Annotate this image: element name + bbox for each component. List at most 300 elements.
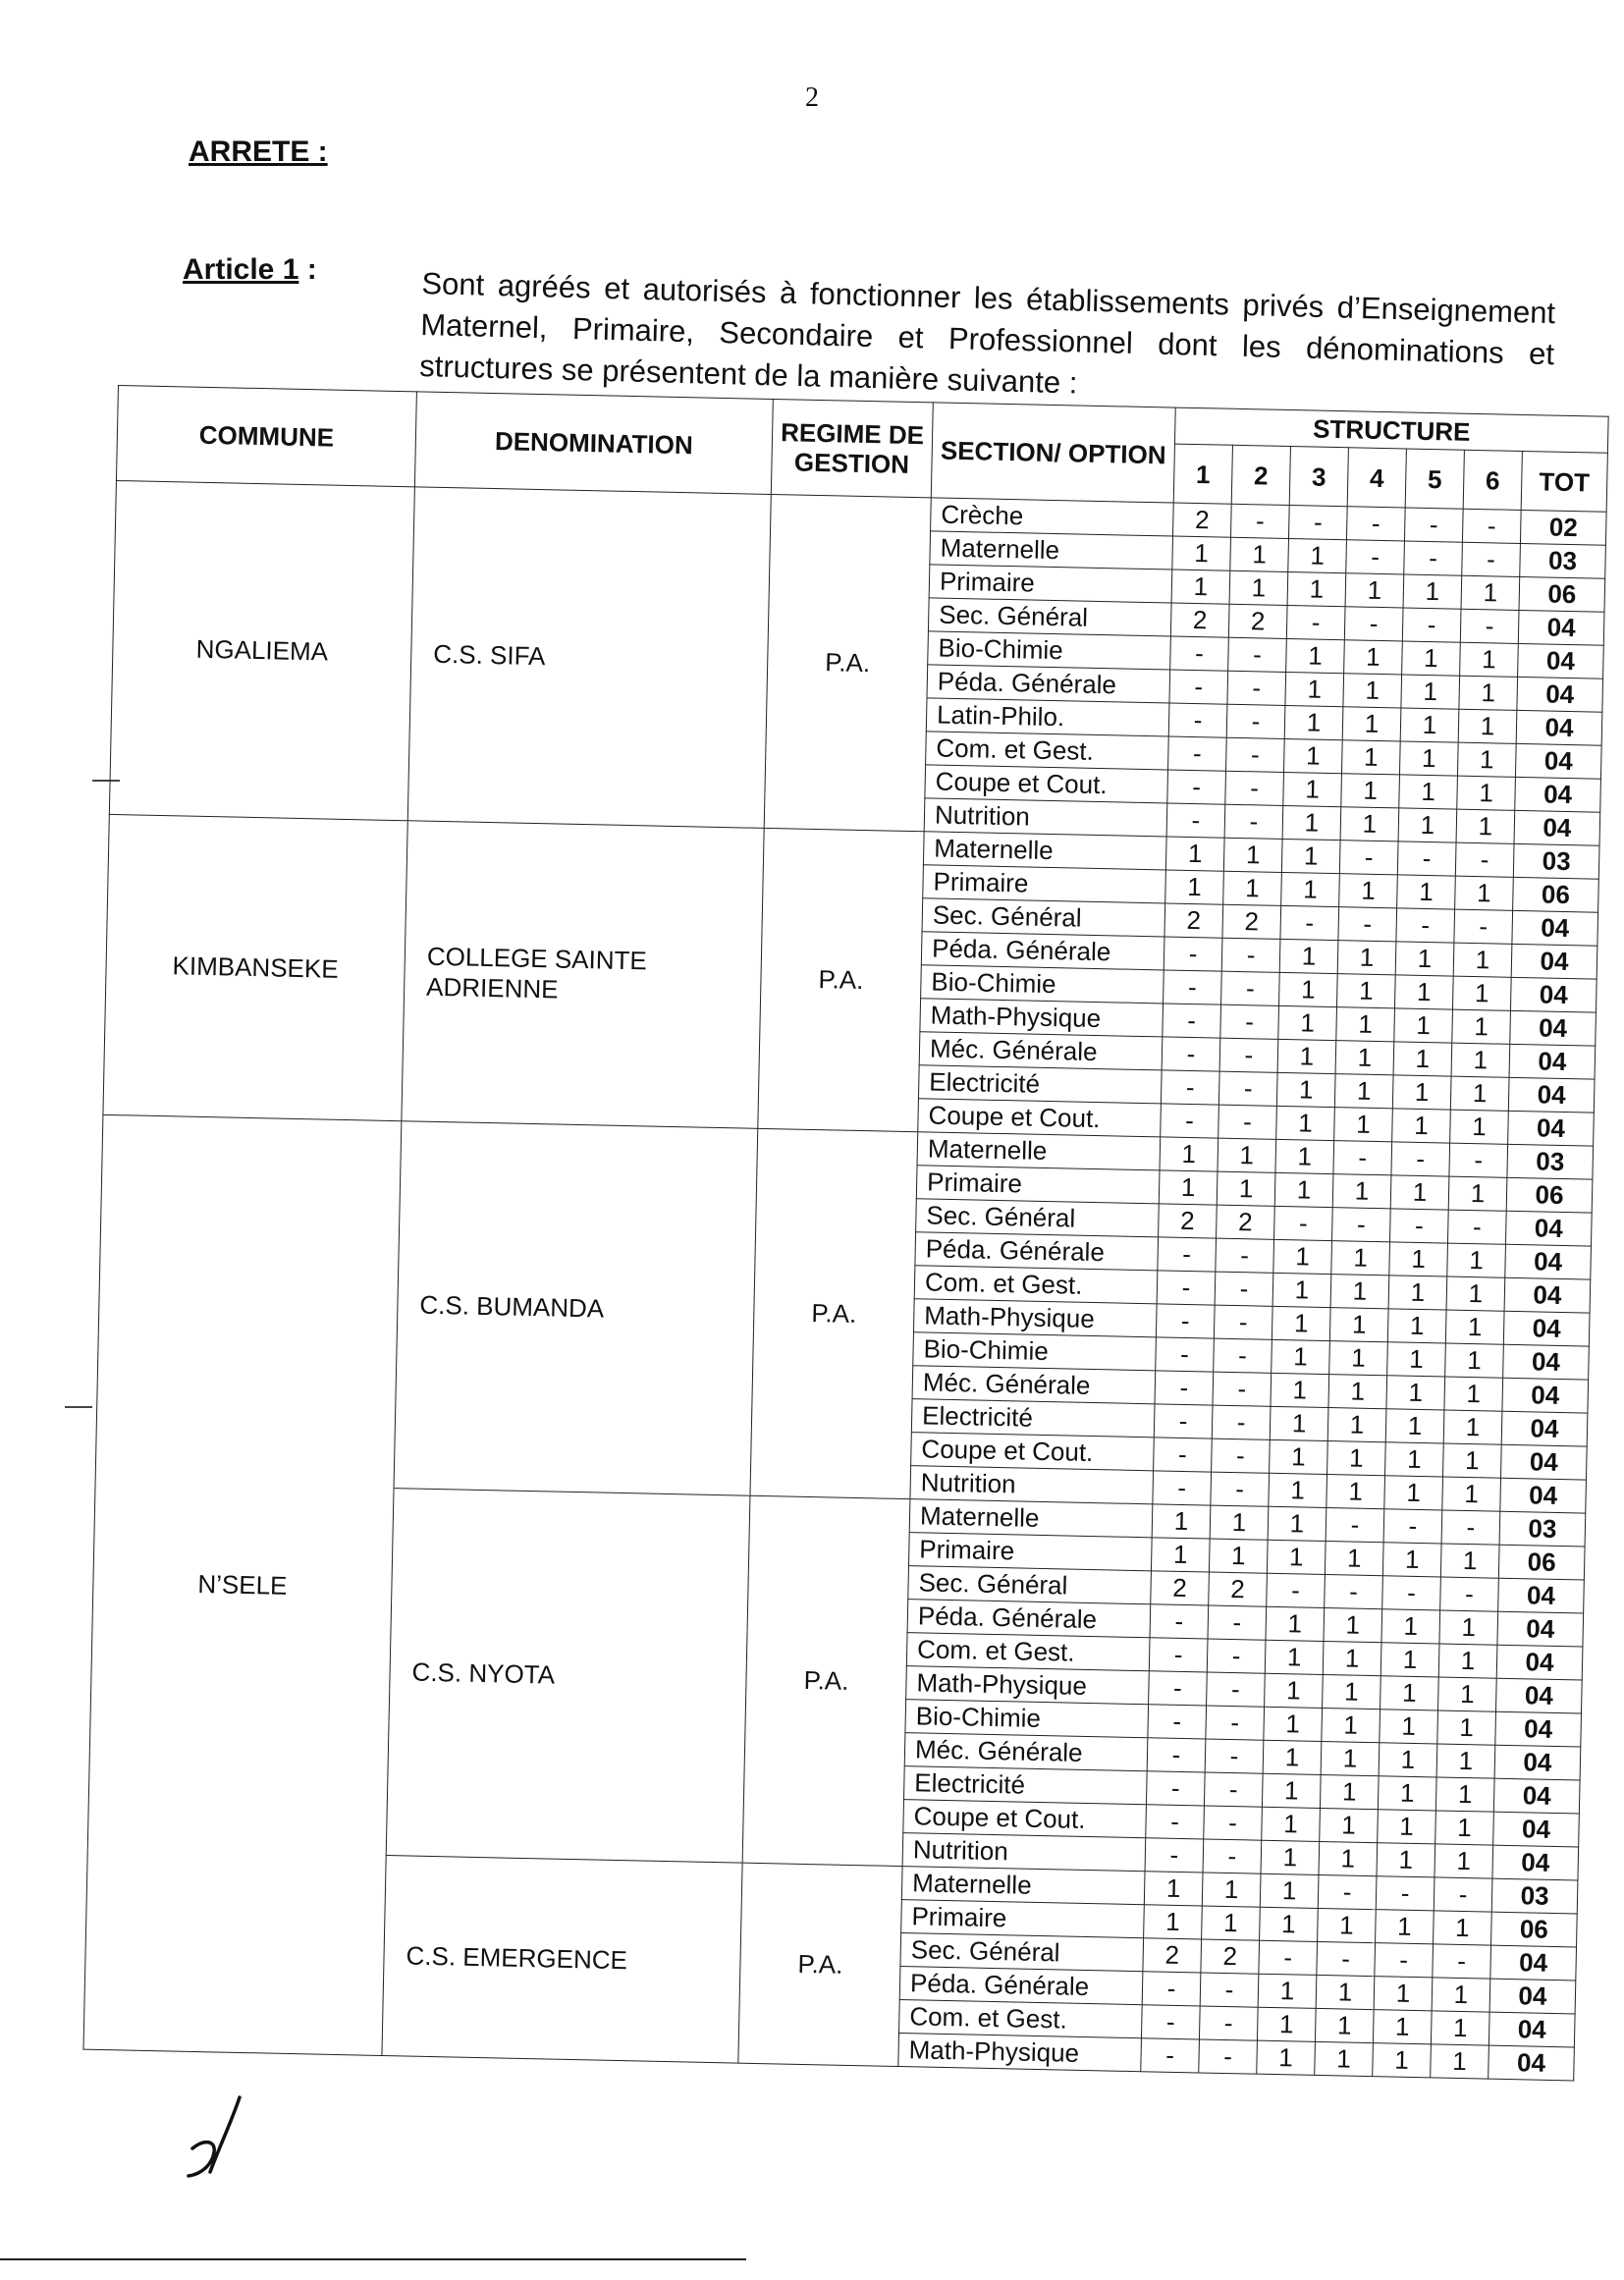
level-cell-3: 1	[1279, 939, 1338, 973]
level-cell-5: -	[1375, 1943, 1434, 1978]
level-cell-6: 1	[1447, 1243, 1506, 1277]
total-cell: 04	[1509, 1044, 1596, 1079]
level-cell-2: -	[1216, 1238, 1274, 1273]
level-cell-2: 2	[1209, 1572, 1268, 1606]
section-cell: Méc. Générale	[904, 1733, 1148, 1771]
header-level-1: 1	[1173, 444, 1232, 504]
level-cell-3: 1	[1283, 738, 1342, 773]
level-cell-2: -	[1199, 2039, 1258, 2074]
level-cell-4: -	[1338, 907, 1397, 942]
level-cell-6: 1	[1448, 1176, 1507, 1211]
section-cell: Electricité	[904, 1766, 1148, 1805]
level-cell-1: -	[1142, 1972, 1201, 2006]
total-cell: 04	[1500, 1478, 1587, 1513]
level-cell-4: 1	[1322, 1708, 1380, 1742]
level-cell-5: -	[1376, 1876, 1435, 1911]
level-cell-1: -	[1146, 1805, 1205, 1839]
section-cell: Sec. Général	[900, 1933, 1144, 1972]
level-cell-3: 1	[1264, 1707, 1323, 1741]
level-cell-6: 1	[1431, 2044, 1489, 2079]
level-cell-5: 1	[1389, 1242, 1448, 1276]
level-cell-3: 1	[1286, 638, 1345, 673]
section-cell: Math-Physique	[913, 1299, 1157, 1337]
level-cell-5: -	[1404, 508, 1463, 542]
level-cell-5: 1	[1392, 1075, 1451, 1110]
section-cell: Math-Physique	[898, 2034, 1142, 2072]
section-cell: Coupe et Cout.	[911, 1433, 1155, 1471]
level-cell-3: -	[1259, 1940, 1318, 1975]
level-cell-1: -	[1166, 803, 1225, 838]
total-cell: 04	[1489, 2045, 1575, 2081]
level-cell-6: 1	[1432, 1978, 1490, 2012]
level-cell-6: -	[1454, 909, 1513, 944]
level-cell-4: -	[1344, 607, 1403, 641]
level-cell-4: 1	[1325, 1542, 1383, 1576]
level-cell-4: 1	[1324, 1608, 1382, 1643]
level-cell-1: -	[1154, 1438, 1213, 1472]
level-cell-2: -	[1218, 1105, 1277, 1139]
section-cell: Maternelle	[917, 1132, 1161, 1170]
level-cell-1: 1	[1160, 1137, 1218, 1171]
level-cell-1: -	[1150, 1604, 1209, 1639]
total-cell: 04	[1498, 1578, 1585, 1613]
level-cell-1: -	[1149, 1671, 1208, 1706]
regime-cell: P.A.	[764, 494, 931, 831]
level-cell-3: 1	[1278, 1005, 1337, 1040]
denomination-cell: COLLEGE SAINTE ADRIENNE	[402, 821, 764, 1129]
level-cell-6: 1	[1453, 943, 1512, 977]
total-cell: 04	[1500, 1444, 1587, 1480]
level-cell-6: -	[1449, 1143, 1508, 1177]
level-cell-2: -	[1213, 1372, 1272, 1406]
level-cell-5: -	[1396, 908, 1455, 943]
level-cell-4: 1	[1335, 1041, 1394, 1075]
level-cell-3: 1	[1281, 872, 1340, 906]
binding-mark-2	[65, 1406, 92, 1408]
total-cell: 04	[1518, 643, 1604, 679]
level-cell-3: 1	[1257, 2040, 1316, 2075]
level-cell-3: 1	[1281, 839, 1340, 873]
total-cell: 04	[1496, 1678, 1583, 1713]
level-cell-5: 1	[1401, 675, 1460, 709]
level-cell-6: 1	[1450, 1110, 1509, 1144]
level-cell-6: 1	[1431, 2011, 1489, 2045]
level-cell-1: -	[1168, 736, 1227, 771]
level-cell-5: 1	[1400, 708, 1459, 742]
level-cell-1: -	[1148, 1705, 1207, 1739]
level-cell-2: -	[1224, 804, 1283, 839]
level-cell-5: 1	[1373, 2043, 1432, 2078]
level-cell-1: 2	[1170, 603, 1229, 637]
level-cell-2: 2	[1201, 1939, 1260, 1974]
section-cell: Bio-Chimie	[913, 1332, 1157, 1371]
total-cell: 04	[1511, 944, 1597, 979]
header-level-2: 2	[1231, 446, 1290, 506]
level-cell-3: 1	[1269, 1473, 1327, 1507]
section-cell: Maternelle	[901, 1867, 1145, 1905]
level-cell-2: -	[1203, 1839, 1262, 1873]
level-cell-6: 1	[1450, 1076, 1509, 1111]
section-cell: Maternelle	[909, 1499, 1153, 1538]
level-cell-3: 1	[1270, 1439, 1328, 1474]
level-cell-5: 1	[1398, 808, 1457, 842]
level-cell-2: -	[1206, 1706, 1265, 1740]
level-cell-6: 1	[1455, 876, 1514, 910]
total-cell: 03	[1520, 543, 1606, 578]
level-cell-6: 1	[1458, 709, 1517, 743]
total-cell: 04	[1514, 810, 1600, 845]
level-cell-4: 1	[1341, 774, 1400, 808]
level-cell-1: -	[1141, 2005, 1200, 2039]
level-cell-5: 1	[1390, 1175, 1449, 1210]
denomination-cell: C.S. EMERGENCE	[382, 1856, 742, 2064]
level-cell-1: -	[1161, 1070, 1219, 1105]
level-cell-2: -	[1208, 1605, 1267, 1640]
total-cell: 04	[1518, 610, 1604, 645]
level-cell-6: 1	[1456, 809, 1515, 843]
total-cell: 04	[1512, 910, 1598, 946]
level-cell-1: 1	[1172, 536, 1231, 570]
level-cell-4: 1	[1327, 1441, 1386, 1476]
level-cell-2: -	[1212, 1405, 1271, 1439]
level-cell-5: 1	[1378, 1810, 1436, 1844]
level-cell-1: -	[1146, 1771, 1205, 1806]
level-cell-3: 1	[1271, 1373, 1329, 1407]
section-cell: Sec. Général	[916, 1199, 1160, 1237]
total-cell: 04	[1493, 1778, 1580, 1814]
denomination-cell: C.S. NYOTA	[386, 1489, 750, 1864]
level-cell-6: -	[1460, 609, 1519, 643]
section-cell: Math-Physique	[906, 1666, 1150, 1705]
level-cell-4: 1	[1340, 807, 1399, 841]
level-cell-5: -	[1390, 1209, 1449, 1243]
level-cell-1: -	[1149, 1638, 1208, 1672]
level-cell-3: 1	[1283, 772, 1342, 806]
regime-cell: P.A.	[750, 1128, 918, 1498]
level-cell-1: -	[1156, 1304, 1215, 1338]
level-cell-2: -	[1211, 1472, 1270, 1506]
level-cell-2: -	[1218, 1071, 1277, 1106]
level-cell-5: -	[1391, 1142, 1450, 1176]
level-cell-2: -	[1200, 1973, 1259, 2007]
total-cell: 06	[1506, 1177, 1593, 1213]
section-cell: Primaire	[929, 565, 1172, 603]
total-cell: 04	[1505, 1244, 1592, 1279]
level-cell-5: 1	[1380, 1643, 1439, 1677]
level-cell-6: -	[1434, 1877, 1492, 1912]
level-cell-1: 2	[1164, 903, 1223, 938]
total-cell: 02	[1520, 510, 1606, 545]
article-label	[183, 253, 317, 287]
level-cell-1: -	[1154, 1404, 1213, 1439]
level-cell-5: 1	[1380, 1710, 1438, 1744]
level-cell-3: 1	[1260, 1873, 1319, 1908]
level-cell-1: -	[1168, 703, 1227, 737]
level-cell-1: -	[1164, 970, 1222, 1004]
level-cell-1: 1	[1152, 1504, 1211, 1539]
level-cell-1: -	[1157, 1271, 1216, 1305]
level-cell-3: 1	[1265, 1640, 1324, 1674]
section-cell: Péda. Générale	[915, 1232, 1159, 1271]
level-cell-2: -	[1221, 971, 1280, 1005]
level-cell-6: -	[1447, 1210, 1506, 1244]
level-cell-1: 1	[1159, 1170, 1218, 1205]
level-cell-6: 1	[1443, 1410, 1502, 1444]
level-cell-3: -	[1280, 905, 1339, 940]
level-cell-4: 1	[1336, 1007, 1395, 1042]
level-cell-4: 1	[1341, 740, 1400, 775]
level-cell-6: 1	[1460, 642, 1519, 677]
level-cell-3: 1	[1279, 972, 1338, 1006]
header-level-6: 6	[1463, 451, 1522, 511]
level-cell-1: 1	[1165, 837, 1224, 871]
level-cell-2: -	[1226, 704, 1285, 738]
level-cell-1: -	[1169, 670, 1228, 704]
level-cell-4: 1	[1316, 1975, 1375, 2009]
level-cell-3: 1	[1287, 572, 1346, 607]
section-cell: Sec. Général	[928, 598, 1171, 636]
section-cell: Bio-Chimie	[921, 965, 1164, 1004]
level-cell-4: 1	[1323, 1641, 1381, 1675]
level-cell-1: 2	[1151, 1571, 1210, 1605]
header-level-5: 5	[1405, 449, 1464, 509]
level-cell-3: -	[1288, 506, 1347, 540]
level-cell-3: 1	[1267, 1540, 1326, 1574]
level-cell-5: -	[1404, 541, 1463, 575]
level-cell-3: 1	[1258, 1974, 1317, 2008]
level-cell-5: 1	[1384, 1476, 1443, 1510]
header-level-3: 3	[1289, 447, 1348, 507]
level-cell-5: 1	[1377, 1843, 1435, 1877]
level-cell-6: 1	[1436, 1744, 1495, 1778]
section-cell: Crèche	[931, 498, 1174, 536]
level-cell-4: 1	[1323, 1674, 1381, 1709]
level-cell-2: 2	[1217, 1205, 1275, 1239]
level-cell-6: 1	[1459, 676, 1518, 710]
level-cell-6: 1	[1443, 1443, 1502, 1478]
level-cell-5: 1	[1393, 1042, 1452, 1076]
level-cell-2: -	[1214, 1338, 1272, 1373]
level-cell-6: 1	[1452, 976, 1511, 1010]
level-cell-6: 1	[1435, 1777, 1494, 1812]
total-cell: 04	[1489, 1979, 1576, 2014]
level-cell-4: 1	[1342, 707, 1401, 741]
level-cell-4: 1	[1329, 1341, 1388, 1376]
section-cell: Maternelle	[930, 531, 1173, 570]
level-cell-4: 1	[1331, 1241, 1390, 1276]
level-cell-4: 1	[1320, 1774, 1379, 1809]
level-cell-5: 1	[1395, 942, 1454, 976]
level-cell-3: 1	[1277, 1039, 1336, 1073]
section-cell: Bio-Chimie	[928, 631, 1171, 670]
level-cell-6: -	[1455, 842, 1514, 877]
section-cell: Com. et Gest.	[899, 2000, 1143, 2038]
total-cell: 04	[1502, 1378, 1589, 1413]
section-cell: Math-Physique	[920, 999, 1164, 1037]
level-cell-3: 1	[1282, 805, 1341, 840]
level-cell-5: -	[1402, 608, 1461, 642]
section-cell: Bio-Chimie	[905, 1700, 1149, 1738]
level-cell-3: 1	[1284, 705, 1343, 739]
level-cell-5: 1	[1399, 775, 1458, 809]
header-regime: REGIME DE GESTION	[771, 399, 933, 497]
level-cell-6: 1	[1435, 1811, 1494, 1845]
level-cell-4: 1	[1329, 1308, 1388, 1342]
level-cell-4: -	[1317, 1941, 1376, 1976]
level-cell-4: 1	[1320, 1808, 1379, 1842]
section-cell: Sec. Général	[908, 1566, 1152, 1604]
total-cell: 04	[1493, 1812, 1580, 1847]
total-cell: 04	[1489, 2012, 1575, 2047]
level-cell-4: -	[1332, 1208, 1391, 1242]
structure-table-wrapper	[82, 385, 1608, 2081]
commune-cell: N’SELE	[83, 1114, 402, 2055]
level-cell-1: -	[1141, 2038, 1200, 2073]
total-cell: 04	[1504, 1277, 1591, 1313]
level-cell-1: -	[1170, 636, 1229, 671]
level-cell-4: -	[1318, 1874, 1377, 1909]
page-number: 2	[805, 82, 819, 113]
level-cell-4: 1	[1334, 1108, 1393, 1142]
total-cell: 04	[1515, 743, 1601, 779]
level-cell-2: 1	[1229, 570, 1288, 605]
level-cell-5: 1	[1392, 1109, 1451, 1143]
level-cell-5: 1	[1388, 1276, 1447, 1310]
section-cell: Nutrition	[902, 1833, 1146, 1872]
total-cell: 04	[1503, 1344, 1590, 1380]
level-cell-6: 1	[1435, 1844, 1493, 1878]
level-cell-4: 1	[1330, 1275, 1389, 1309]
level-cell-6: -	[1440, 1577, 1499, 1611]
total-cell: 06	[1513, 877, 1599, 912]
level-cell-3: 1	[1276, 1072, 1335, 1107]
level-cell-3: 1	[1265, 1673, 1324, 1708]
level-cell-3: 1	[1275, 1139, 1334, 1173]
level-cell-2: 1	[1209, 1539, 1268, 1573]
level-cell-4: 1	[1332, 1174, 1391, 1209]
commune-cell: NGALIEMA	[109, 480, 414, 820]
section-cell: Méc. Générale	[912, 1366, 1156, 1404]
level-cell-3: 1	[1276, 1106, 1335, 1140]
level-cell-1: -	[1156, 1337, 1215, 1372]
article-text: Sont agréés et autorisés à fonctionner les établissements privés d’Enseignement Maternel, Primaire, Secondaire et Professionnel dont les dénominations et structures se présentent de la manière suivante :	[418, 265, 1556, 401]
total-cell: 04	[1508, 1077, 1595, 1113]
level-cell-3: 1	[1263, 1740, 1322, 1774]
table-body	[83, 480, 1606, 2080]
level-cell-6: 1	[1444, 1377, 1503, 1411]
total-cell: 03	[1513, 843, 1599, 879]
level-cell-2: 1	[1218, 1138, 1276, 1172]
level-cell-3: -	[1274, 1206, 1333, 1240]
level-cell-2: 1	[1202, 1906, 1261, 1940]
level-cell-3: -	[1267, 1573, 1326, 1607]
section-cell: Nutrition	[924, 798, 1167, 837]
level-cell-6: 1	[1442, 1477, 1501, 1511]
section-cell: Nutrition	[910, 1466, 1154, 1504]
level-cell-3: 1	[1272, 1339, 1330, 1374]
level-cell-1: -	[1167, 770, 1226, 804]
section-cell: Primaire	[901, 1900, 1145, 1938]
level-cell-6: 1	[1461, 575, 1520, 610]
level-cell-6: 1	[1437, 1710, 1496, 1745]
level-cell-5: 1	[1382, 1543, 1441, 1577]
level-cell-6: 1	[1438, 1677, 1497, 1711]
level-cell-2: 1	[1223, 871, 1282, 905]
level-cell-3: 1	[1262, 1807, 1321, 1841]
level-cell-2: -	[1220, 1004, 1279, 1039]
level-cell-5: 1	[1387, 1342, 1446, 1377]
total-cell: 04	[1516, 710, 1602, 745]
total-cell: 04	[1495, 1711, 1582, 1747]
level-cell-2: -	[1228, 637, 1287, 672]
total-cell: 04	[1501, 1411, 1588, 1446]
section-cell: Electricité	[918, 1065, 1162, 1104]
level-cell-2: 1	[1230, 537, 1289, 571]
level-cell-5: -	[1382, 1576, 1441, 1610]
level-cell-1: -	[1161, 1104, 1219, 1138]
level-cell-1: 1	[1144, 1872, 1203, 1906]
level-cell-5: 1	[1380, 1676, 1439, 1710]
level-cell-4: 1	[1334, 1074, 1393, 1109]
level-cell-5: 1	[1386, 1376, 1445, 1410]
section-cell: Coupe et Cout.	[918, 1099, 1162, 1137]
level-cell-3: 1	[1273, 1239, 1332, 1274]
level-cell-5: 1	[1381, 1609, 1440, 1644]
section-cell: Primaire	[908, 1533, 1152, 1571]
level-cell-5: 1	[1397, 875, 1456, 909]
level-cell-4: 1	[1327, 1408, 1386, 1442]
level-cell-1: 2	[1143, 1938, 1202, 1973]
level-cell-6: -	[1441, 1510, 1500, 1545]
level-cell-6: 1	[1445, 1310, 1504, 1344]
level-cell-6: 1	[1457, 742, 1516, 777]
level-cell-3: 1	[1270, 1406, 1328, 1440]
total-cell: 04	[1497, 1611, 1584, 1647]
header-structure: STRUCTURE	[1174, 407, 1608, 454]
section-cell: Primaire	[916, 1166, 1160, 1204]
section-cell: Com. et Gest.	[906, 1633, 1150, 1671]
article-label-colon: :	[298, 253, 317, 286]
section-cell: Com. et Gest.	[926, 732, 1169, 770]
level-cell-4: -	[1339, 841, 1398, 875]
level-cell-1: 2	[1173, 503, 1232, 537]
level-cell-2: -	[1214, 1305, 1272, 1339]
level-cell-2: -	[1225, 771, 1284, 805]
level-cell-2: 2	[1228, 604, 1287, 638]
level-cell-1: -	[1153, 1471, 1212, 1505]
total-cell: 04	[1508, 1111, 1595, 1146]
level-cell-1: 1	[1165, 870, 1224, 904]
regime-cell: P.A.	[738, 1863, 902, 2066]
level-cell-2: 1	[1217, 1171, 1275, 1206]
level-cell-1: -	[1155, 1371, 1214, 1405]
level-cell-3: 1	[1266, 1606, 1325, 1641]
level-cell-4: 1	[1326, 1475, 1385, 1509]
level-cell-6: 1	[1439, 1610, 1498, 1645]
level-cell-3: 1	[1272, 1273, 1331, 1307]
commune-cell: KIMBANSEKE	[103, 814, 407, 1120]
header-section: SECTION/ OPTION	[931, 403, 1175, 503]
section-cell: Latin-Philo.	[926, 698, 1169, 736]
level-cell-1: 2	[1159, 1204, 1218, 1238]
level-cell-2: 2	[1222, 904, 1281, 939]
level-cell-2: 1	[1210, 1505, 1269, 1540]
level-cell-6: 1	[1446, 1276, 1505, 1311]
level-cell-5: 1	[1402, 641, 1461, 676]
level-cell-6: 1	[1445, 1343, 1504, 1378]
level-cell-5: 1	[1376, 1910, 1435, 1944]
level-cell-2: -	[1215, 1272, 1273, 1306]
